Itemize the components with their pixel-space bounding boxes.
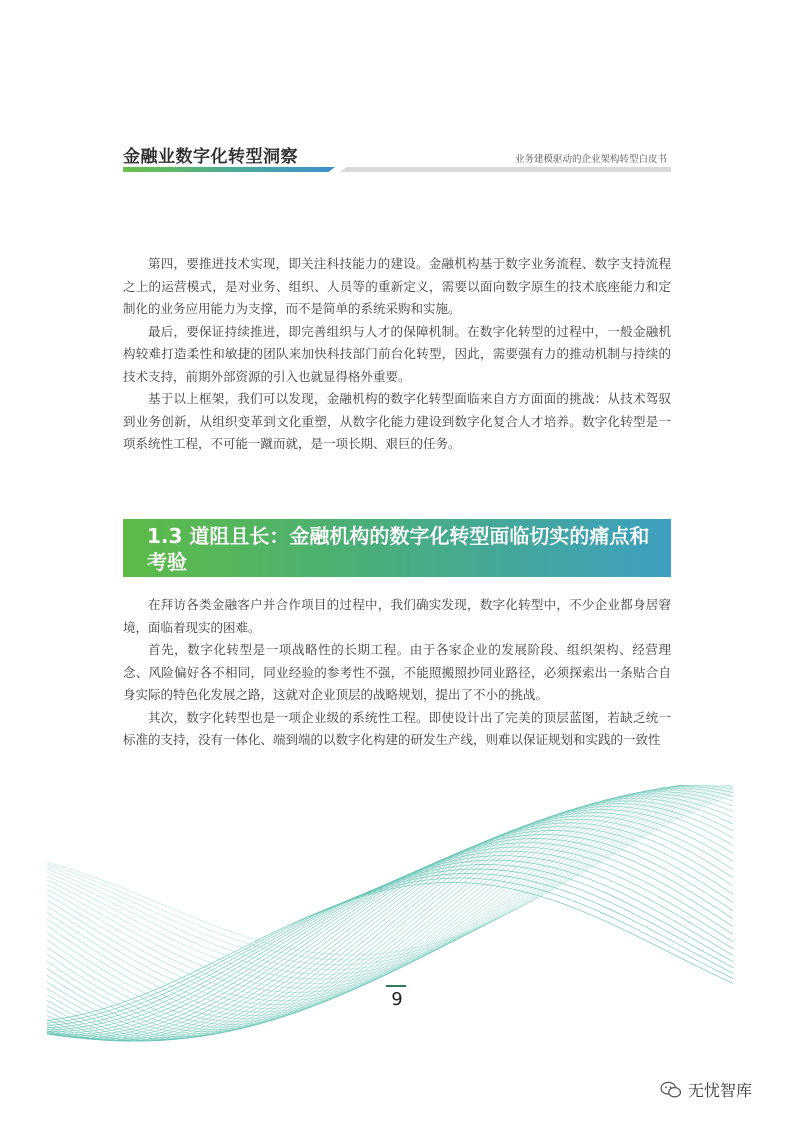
paragraph: 第四，要推进技术实现，即关注科技能力的建设。金融机构基于数字业务流程、数字支持流程之上的运营模式，是对业务、组织、人员等的重新定义，需要以面向数字原生的技术底座能力和定制化的业务应用能力为支撑，而不是简单的系统采购和实施。 (123, 256, 671, 316)
paragraph: 最后，要保证持续推进，即完善组织与人才的保障机制。在数字化转型的过程中，一般金融机构较难打造柔性和敏捷的团队来加快科技部门前台化转型，因此，需要强有力的推动机制与持续的技术支持，前期外部资源的引入也就显得格外重要。 (123, 323, 671, 384)
wave-line (47, 785, 733, 1015)
watermark (660, 1078, 752, 1101)
body-text-bottom (123, 594, 671, 752)
page-number: 9 (391, 989, 403, 1010)
paragraph: 在拜访各类金融客户并合作项目的过程中，我们确实发现，数字化转型中，不少企业都身居窘境，面临着现实的困难。 (123, 597, 671, 635)
paragraph: 首先，数字化转型是一项战略性的长期工程。由于各家企业的发展阶段、组织架构、经营理念、风险偏好各不相同，同业经验的参考性不强，不能照搬照抄同业路径，必须探索出一条贴合自身实际的特色化发展之路，这就对企业顶层的战略规划，提出了不小的挑战。 (123, 642, 671, 702)
wave-line (47, 785, 733, 997)
body-text-top (123, 253, 671, 456)
page-number-rule (386, 985, 406, 987)
section-heading-bar (123, 519, 671, 577)
header-gray-bar (340, 167, 671, 172)
section-title: 1.3 道阻且长：金融机构的数字化转型面临切实的痛点和考验 (147, 524, 650, 574)
wave-line (47, 786, 733, 975)
wechat-icon (660, 1081, 682, 1099)
paragraph: 基于以上框架，我们可以发现，金融机构的数字化转型面临来自方方面面的挑战：从技术驾驭到业务创新，从组织变革到文化重塑，从数字化能力建设到数字化复合人才培养。数字化转型是一项系统性工程，不可能一蹴而就，是一项长期、艰巨的任务。 (123, 391, 671, 451)
watermark-text: 无忧智库 (688, 1081, 753, 1100)
header-accent-bar (123, 167, 335, 172)
decorative-wave-lines (47, 785, 745, 1053)
document-subtitle: 业务建模驱动的企业架构转型白皮书 (514, 154, 667, 165)
paragraph: 其次，数字化转型也是一项企业级的系统性工程。即使设计出了完美的顶层蓝图，若缺乏统一标准的支持，没有一体化、端到端的以数字化构建的研发生产线，则难以保证规划和实践的一致性 (123, 709, 671, 747)
document-title: 金融业数字化转型洞察 (123, 147, 298, 167)
